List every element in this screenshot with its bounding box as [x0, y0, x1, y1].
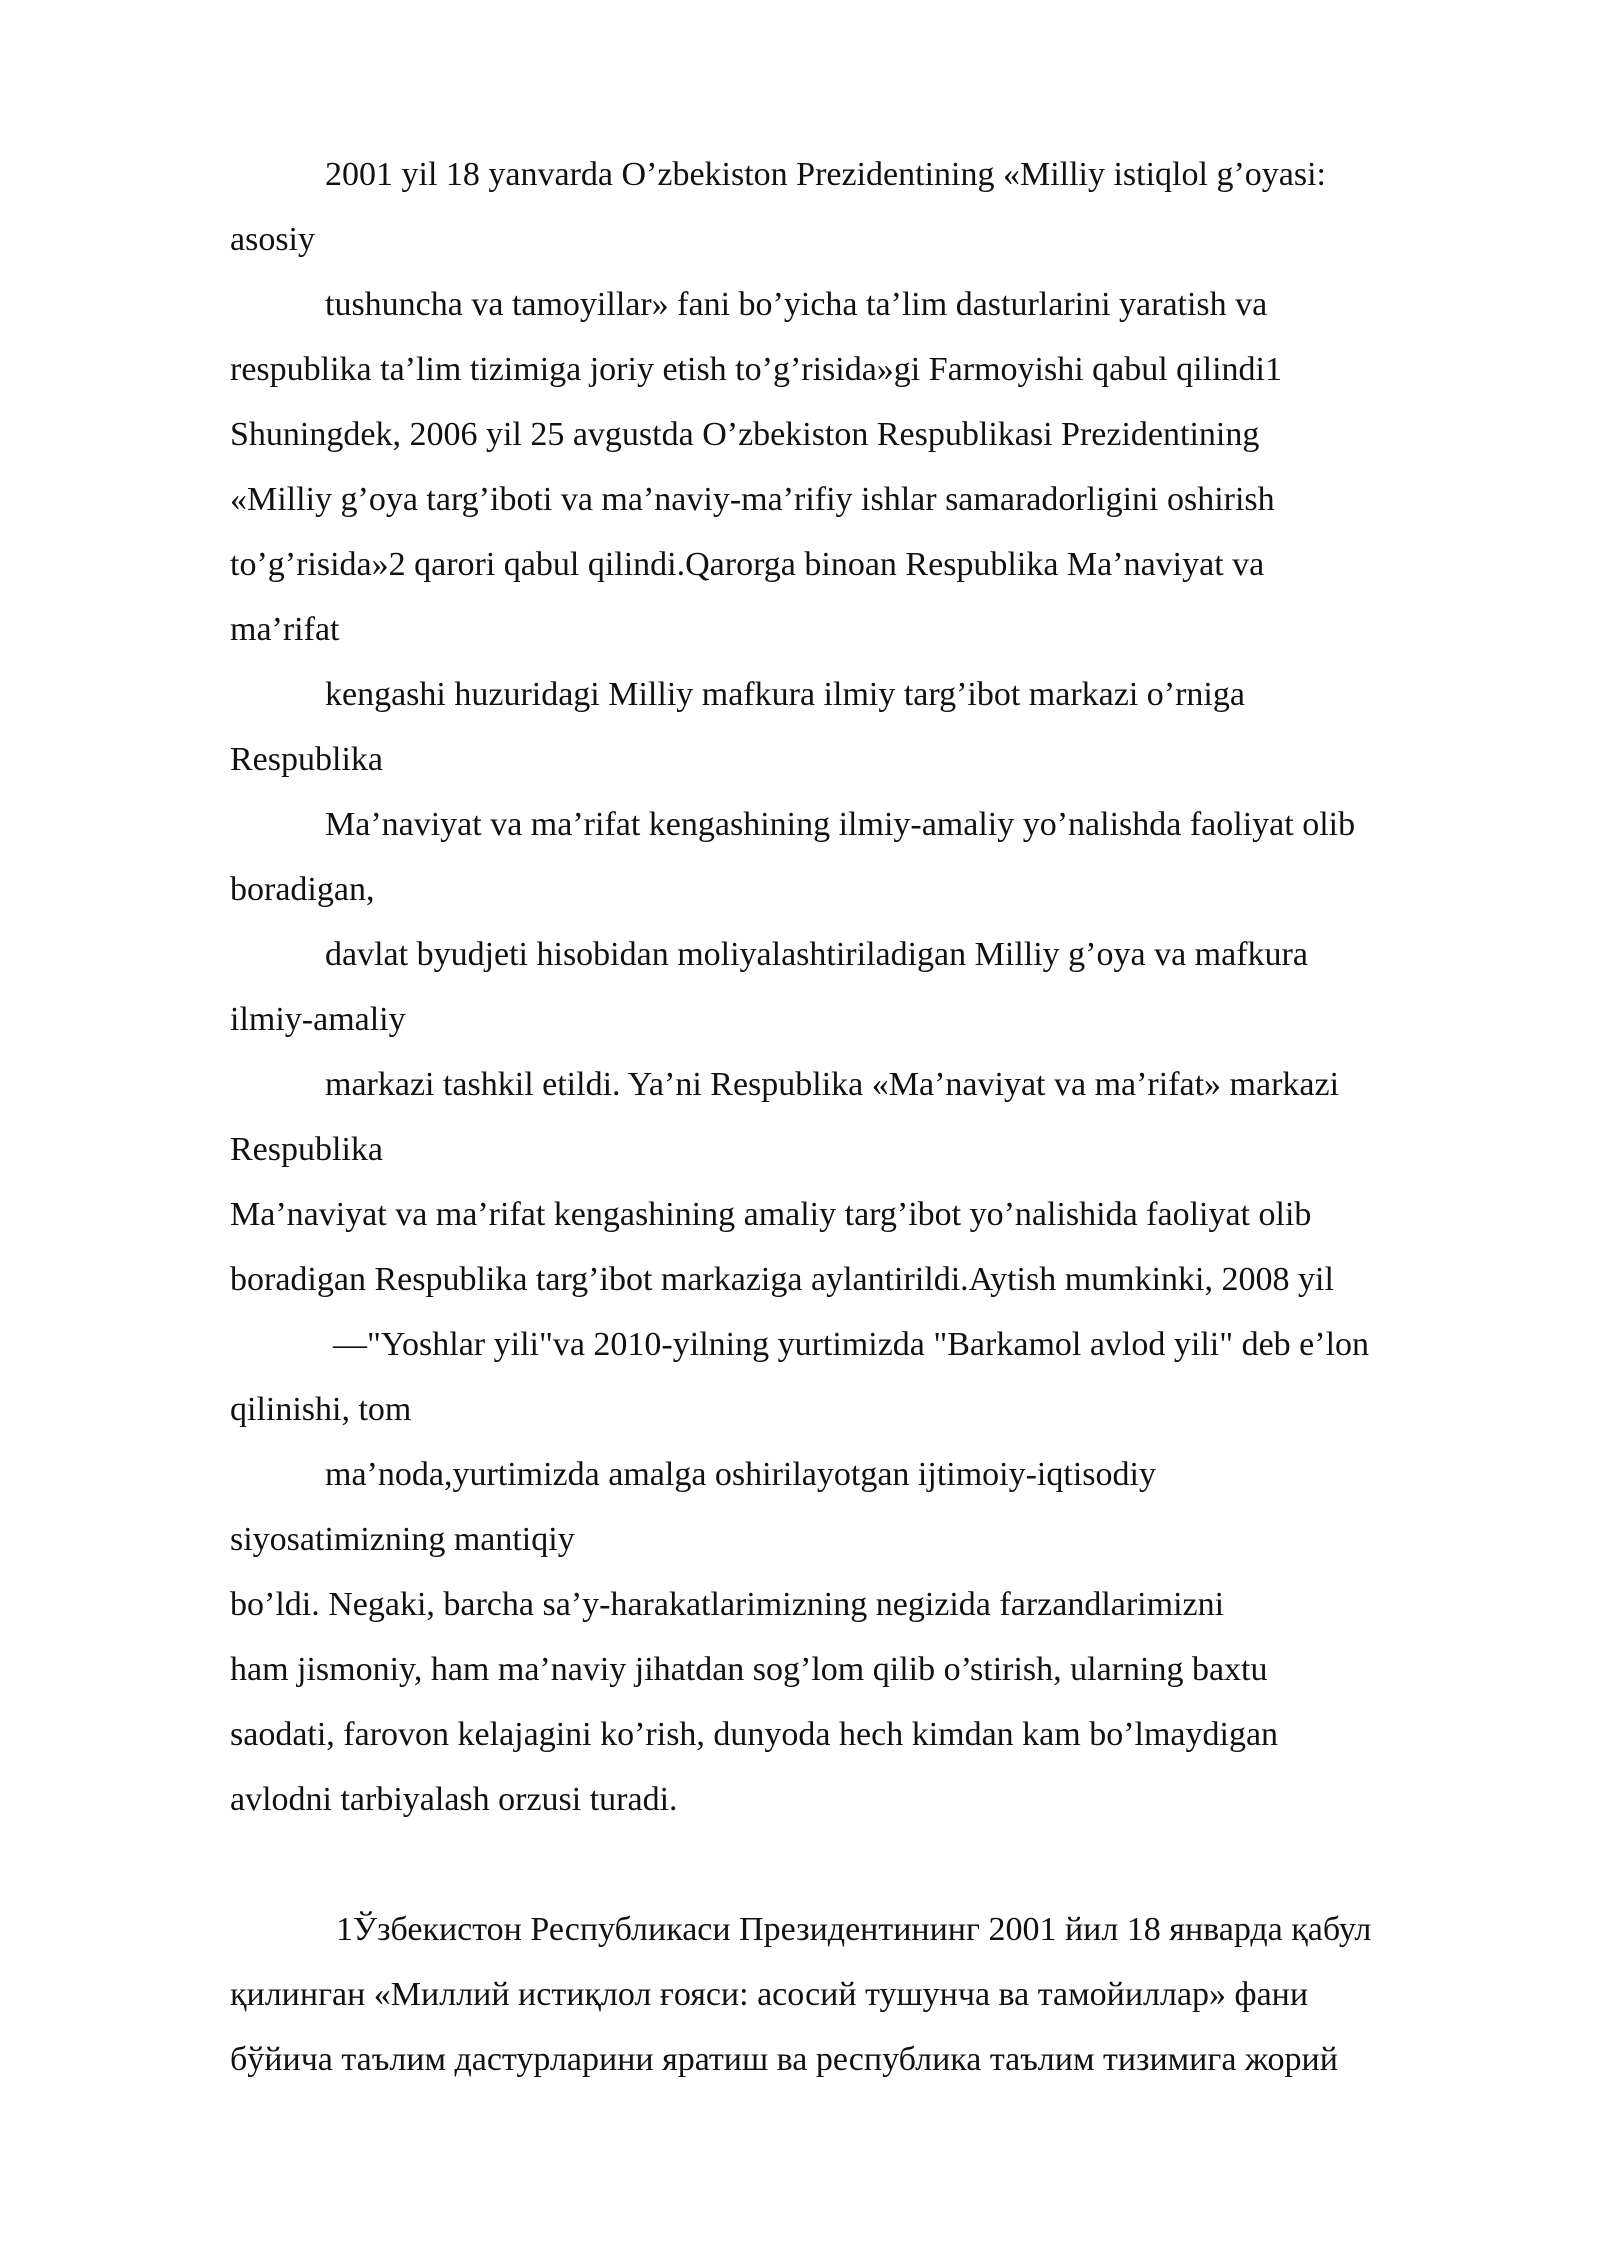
body-line: 2001 yil 18 yanvarda O’zbekiston Prezidentining «Milliy istiqlol g’oyasi: — [325, 156, 1326, 193]
body-line: Ma’naviyat va ma’rifat kengashining amaliy targ’ibot yo’nalishida faoliyat olib — [230, 1196, 1312, 1233]
body-line: siyosatimizning mantiqiy — [230, 1521, 575, 1558]
body-line: saodati, farovon kelajagini ko’rish, dunyoda hech kimdan kam bo’lmaydigan — [230, 1716, 1279, 1753]
body-line: davlat byudjeti hisobidan moliyalashtiriladigan Milliy g’oya va mafkura — [325, 936, 1308, 973]
body-line: ham jismoniy, ham ma’naviy jihatdan sog’lom qilib o’stirish, ularning baxtu — [230, 1651, 1268, 1688]
body-line: Shuningdek, 2006 yil 25 avgustda O’zbekiston Respublikasi Prezidentining — [230, 416, 1260, 453]
body-line: boradigan, — [230, 871, 375, 908]
footnote-line: бўйича таълим дастурларини яратиш ва республика таълим тизимига жорий — [230, 2041, 1338, 2078]
body-line: asosiy — [230, 221, 315, 258]
body-line: Ma’naviyat va ma’rifat kengashining ilmiy-amaliy yo’nalishda faoliyat olib — [325, 806, 1356, 843]
body-line: Respublika — [230, 741, 383, 778]
body-line: to’g’risida»2 qarori qabul qilindi.Qarorga binoan Respublika Ma’naviyat va — [230, 546, 1265, 583]
body-line: Respublika — [230, 1131, 383, 1168]
body-line: ilmiy-amaliy — [230, 1001, 406, 1038]
body-line: kengashi huzuridagi Milliy mafkura ilmiy targ’ibot markazi o’rniga — [325, 676, 1245, 713]
body-line: bo’ldi. Negaki, barcha sa’y-harakatlarimizning negizida farzandlarimizni — [230, 1586, 1225, 1623]
body-line: respublika ta’lim tizimiga joriy etish to’g’risida»gi Farmoyishi qabul qilindi1 — [230, 351, 1282, 388]
body-line: —"Yoshlar yili"va 2010-yilning yurtimizda "Barkamol avlod yili" deb e’lon — [333, 1326, 1370, 1363]
body-line: ma’noda,yurtimizda amalga oshirilayotgan ijtimoiy-iqtisodiy — [325, 1456, 1156, 1493]
body-line: markazi tashkil etildi. Ya’ni Respublika «Ma’naviyat va ma’rifat» markazi — [325, 1066, 1340, 1103]
body-line: ma’rifat — [230, 611, 340, 648]
body-line: boradigan Respublika targ’ibot markaziga aylantirildi.Aytish mumkinki, 2008 yil — [230, 1261, 1334, 1298]
footnote-line: 1Ўзбекистон Республикаси Президентининг 2001 йил 18 январда қабул — [336, 1911, 1372, 1948]
body-line: «Milliy g’oya targ’iboti va ma’naviy-ma’rifiy ishlar samaradorligini oshirish — [230, 481, 1275, 518]
body-line: tushuncha va tamoyillar» fani bo’yicha ta’lim dasturlarini yaratish va — [325, 286, 1268, 323]
body-line: qilinishi, tom — [230, 1391, 412, 1428]
footnote-line: қилинган «Миллий истиқлол ғояси: асосий тушунча ва тамойиллар» фани — [230, 1976, 1309, 2013]
body-line: avlodni tarbiyalash orzusi turadi. — [230, 1781, 678, 1818]
